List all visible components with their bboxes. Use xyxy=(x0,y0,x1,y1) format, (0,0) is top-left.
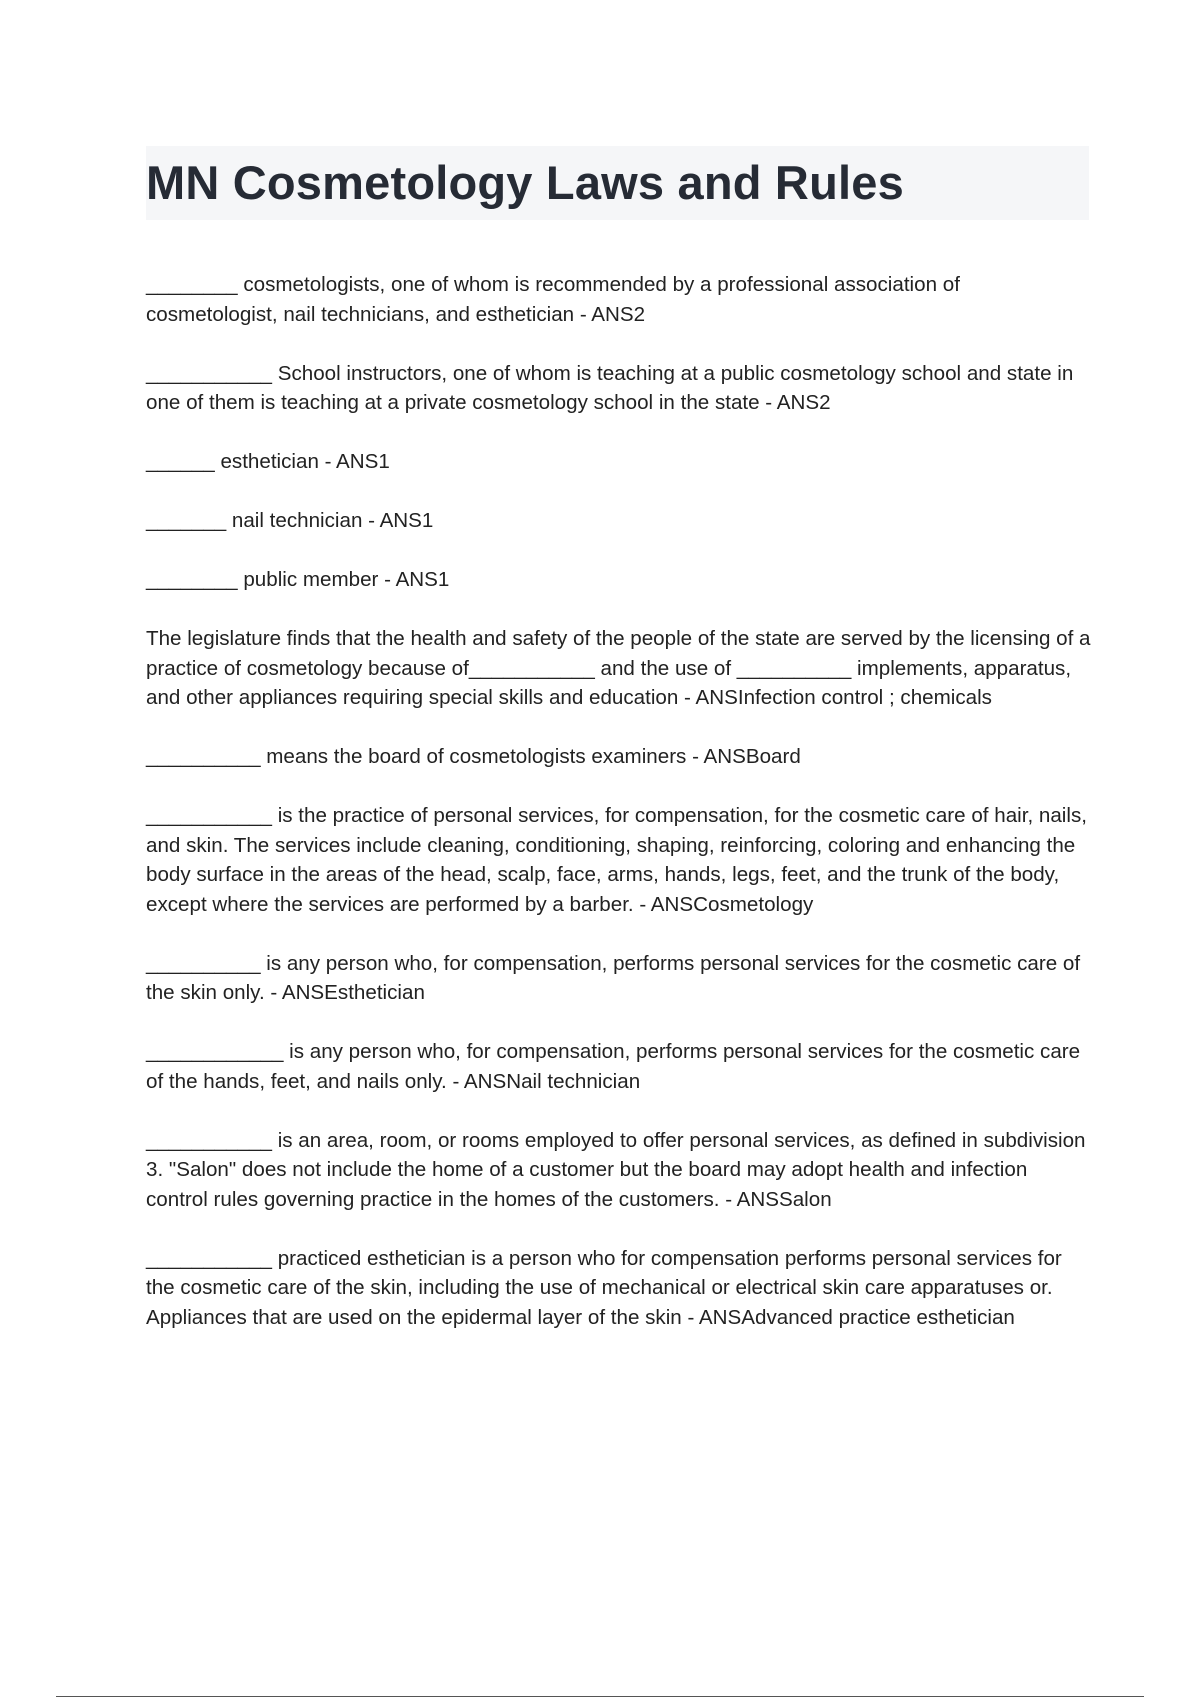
list-item: ____________ is any person who, for compensation, performs personal services for the cosmetic care of the hands, feet, and nails only. - ANSNail technician xyxy=(146,1040,1081,1093)
list-item: ________ public member - ANS1 xyxy=(146,568,450,591)
question-list xyxy=(146,270,1092,1362)
footer-divider xyxy=(56,1696,1144,1697)
list-item: ___________ is the practice of personal services, for compensation, for the cosmetic care of hair, nails, and skin. The services include cleaning, conditioning, shaping, reinforcing, coloring and enhancing the body surface in the areas of the head, scalp, face, arms, hands, legs, feet, and the trunk of the body, except where the services are performed by a barber. - ANSCosmetology xyxy=(146,804,1087,916)
page-title: MN Cosmetology Laws and Rules xyxy=(146,156,904,209)
list-item: _______ nail technician - ANS1 xyxy=(146,509,434,532)
list-item: ___________ School instructors, one of whom is teaching at a public cosmetology school and state in one of them is teaching at a private cosmetology school in the state - ANS2 xyxy=(146,361,1074,414)
list-item: __________ means the board of cosmetologists examiners - ANSBoard xyxy=(146,745,801,768)
list-item: The legislature finds that the health and safety of the people of the state are served by the licensing of a practice of cosmetology because of___________ and the use of __________ implements, apparatus, and other appliances requiring special skills and education - ANSInfection control ; chemicals xyxy=(146,627,1091,709)
list-item: ______ esthetician - ANS1 xyxy=(146,450,390,473)
list-item: ________ cosmetologists, one of whom is recommended by a professional association of cosmetologist, nail technicians, and esthetician - ANS2 xyxy=(146,273,960,326)
list-item: ___________ practiced esthetician is a person who for compensation performs personal services for the cosmetic care of the skin, including the use of mechanical or electrical skin care apparatuses or. Appliances that are used on the epidermal layer of the skin - ANSAdvanced practice esthetician xyxy=(146,1246,1062,1329)
list-item: ___________ is an area, room, or rooms employed to offer personal services, as defined in subdivision 3. "Salon" does not include the home of a customer but the board may adopt health and infection control rules governing practice in the homes of the customers. - ANSSalon xyxy=(146,1128,1086,1211)
list-item: __________ is any person who, for compensation, performs personal services for the cosmetic care of the skin only. - ANSEsthetician xyxy=(146,951,1081,1004)
